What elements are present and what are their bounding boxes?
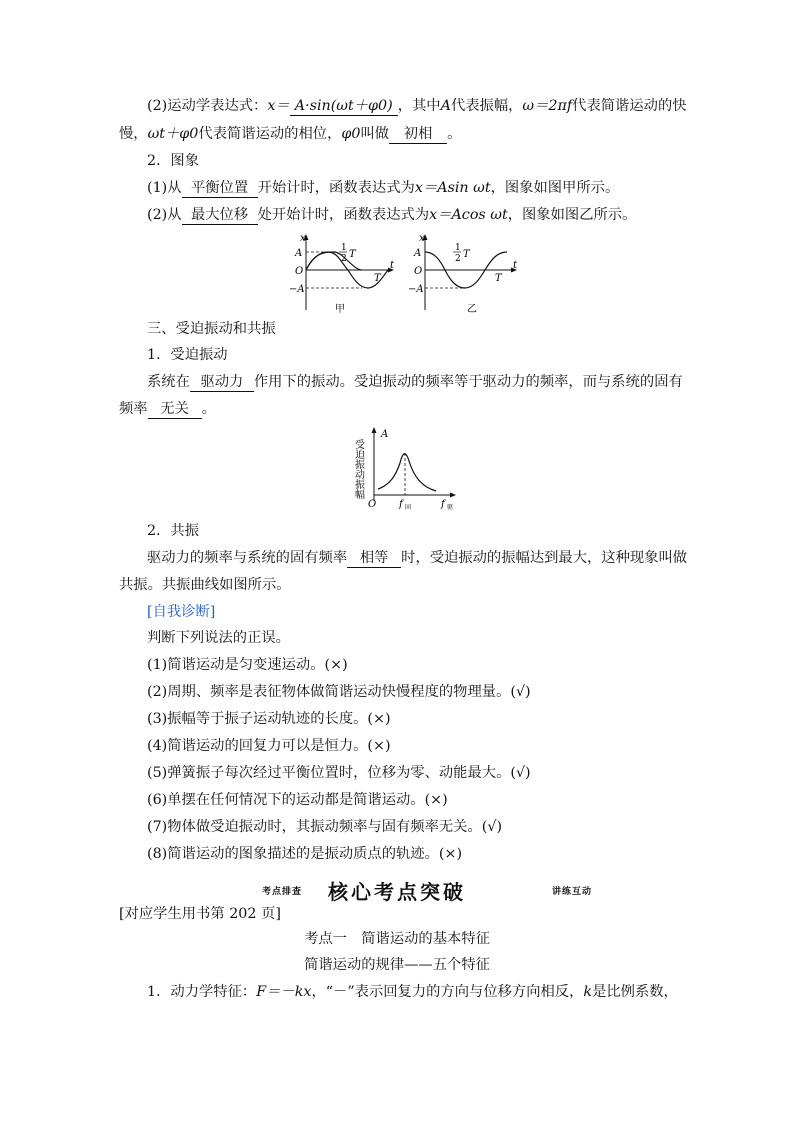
- sine-graph: [286, 230, 398, 314]
- selfcheck-intro: 判断下列说法的正误。: [147, 630, 290, 646]
- label-halfT: T: [349, 249, 356, 260]
- banner-left: 考点排查: [262, 887, 303, 897]
- graph-label-jia: 甲: [335, 304, 345, 315]
- text: ，图象如图乙所示。: [507, 207, 637, 223]
- text: (2)从: [147, 207, 182, 223]
- label-A: A: [414, 248, 422, 259]
- frac-numerator: 1: [341, 243, 347, 253]
- label-O: O: [295, 266, 304, 277]
- cosine-graph: [403, 230, 521, 314]
- text: 叫做: [360, 126, 390, 142]
- label-f: f: [399, 499, 403, 510]
- curve-guide: [306, 250, 334, 270]
- label-f: f: [441, 499, 445, 510]
- selfcheck-item: (5)弹簧振子每次经过平衡位置时，位移为零、动能最大。(√): [147, 765, 531, 781]
- text: ，“－”表示回复力的方向与位移方向相反，: [311, 984, 584, 1000]
- axis-label-t: t: [513, 260, 518, 271]
- symbol: φ0: [341, 126, 361, 142]
- answer-blank: A·sin(ωt＋φ0): [290, 97, 398, 116]
- text: 代表简谐运动的相位，: [198, 126, 342, 142]
- symbol: A: [440, 98, 451, 114]
- formula: ω＝2πf: [522, 98, 573, 114]
- text: 是比例系数，: [592, 984, 678, 1000]
- axis-label-t: t: [390, 260, 395, 271]
- text: (2)运动学表达式：: [147, 98, 268, 114]
- banner-title: 核心考点突破: [328, 880, 466, 904]
- selfcheck-item: (8)简谐运动的图象描述的是振动质点的轨迹。(×): [147, 846, 463, 862]
- label-T: T: [495, 273, 502, 284]
- topic-line-1: [147, 982, 678, 1002]
- text: 系统在: [147, 374, 190, 390]
- forced-line-2: [119, 399, 216, 419]
- label-halfT: T: [463, 249, 470, 260]
- text: 。: [201, 401, 216, 417]
- symbol: k: [583, 984, 593, 1000]
- banner-right: 讲练互动: [552, 887, 593, 897]
- page-reference: [对应学生用书第 202 页]: [119, 906, 281, 922]
- graph-line-2: [147, 205, 636, 225]
- subsection-forced: 1．受迫振动: [147, 347, 228, 363]
- graph-label-yi: 乙: [467, 304, 477, 315]
- selfcheck-item: (7)物体做受迫振动时，其振动频率与固有频率无关。(√): [147, 819, 503, 835]
- label-f-sub: 驱: [447, 504, 454, 511]
- forced-line-1: [147, 372, 683, 392]
- axis-label-x: x: [419, 233, 425, 244]
- text: 1．动力学特征：: [147, 984, 257, 1000]
- text: 代表振幅，: [450, 98, 523, 114]
- label-A: A: [381, 429, 389, 440]
- text: 。: [447, 126, 462, 142]
- selfcheck-item: (6)单摆在任何情况下的运动都是简谐运动。(×): [147, 792, 448, 808]
- selfcheck-item: (1)简谐运动是匀变速运动。(×): [147, 657, 348, 673]
- selfcheck-item: (2)周期、频率是表征物体做简谐运动快慢程度的物理量。(√): [147, 684, 531, 700]
- kinematics-line-2: [119, 124, 461, 144]
- section-banner: [0, 876, 794, 904]
- resonance-line-2: 共振。共振曲线如图所示。: [119, 577, 291, 593]
- selfcheck-item: (3)振幅等于振子运动轨迹的长度。(×): [147, 711, 391, 727]
- label-A: A: [295, 248, 303, 259]
- resonance-curve: [378, 454, 436, 491]
- formula: F＝－kx: [256, 984, 312, 1000]
- axis-label-x: x: [300, 233, 306, 244]
- formula: x＝Asin ωt: [414, 180, 491, 196]
- label-f-sub: 固: [405, 504, 412, 511]
- formula: ωt＋φ0: [147, 126, 199, 142]
- graph-line-1: [147, 178, 619, 198]
- answer-blank: 驱动力: [190, 373, 254, 392]
- resonance-curve-figure: [354, 425, 466, 511]
- text: (1)从: [147, 180, 182, 196]
- text: 代表简谐运动的快: [572, 98, 687, 114]
- label-O: O: [414, 266, 423, 277]
- formula: x＝: [267, 98, 290, 114]
- text: 频率: [119, 401, 148, 417]
- answer-blank: 相等: [347, 549, 401, 568]
- frac-denominator: 2: [455, 254, 461, 264]
- x-axis-arrow: [450, 493, 456, 498]
- frac-denominator: 2: [341, 254, 347, 264]
- topic-subtitle: 简谐运动的规律——五个特征: [304, 957, 490, 973]
- text: 处开始计时，函数表达式为: [257, 207, 430, 223]
- kinematics-line-1: [147, 96, 687, 116]
- y-axis-arrow: [372, 427, 377, 433]
- section-heading: 2．图象: [147, 153, 199, 169]
- text: ，图象如图甲所示。: [490, 180, 620, 196]
- text: 作用下的振动。受迫振动的频率等于驱动力的频率，而与系统的固有: [253, 374, 683, 390]
- selfcheck-item: (4)简谐运动的回复力可以是恒力。(×): [147, 738, 391, 754]
- text: 慢，: [119, 126, 148, 142]
- label-negA: −A: [289, 284, 305, 295]
- answer-blank: 最大位移: [182, 206, 258, 225]
- answer-blank: 无关: [148, 400, 202, 419]
- formula: x＝Acos ωt: [429, 207, 508, 223]
- selfcheck-heading: [自我诊断]: [147, 604, 216, 620]
- frac-numerator: 1: [455, 243, 461, 253]
- subsection-resonance: 2．共振: [147, 523, 199, 539]
- answer-blank: 初相: [389, 125, 447, 144]
- label-T: T: [374, 273, 381, 284]
- y-axis-label: 受迫振动振幅: [352, 439, 364, 499]
- resonance-line-1: [147, 548, 687, 568]
- text: ，其中: [397, 98, 441, 114]
- text: 时，受迫振动的振幅达到最大，这种现象叫做: [401, 550, 688, 566]
- label-negA: −A: [408, 284, 424, 295]
- label-O: O: [368, 499, 377, 510]
- topic-title: 考点一 简谐运动的基本特征: [304, 931, 490, 947]
- text: 驱动力的频率与系统的固有频率: [147, 550, 348, 566]
- answer-blank: 平衡位置: [182, 179, 258, 198]
- section-heading-3: 三、受迫振动和共振: [147, 321, 276, 337]
- text: 开始计时，函数表达式为: [257, 180, 415, 196]
